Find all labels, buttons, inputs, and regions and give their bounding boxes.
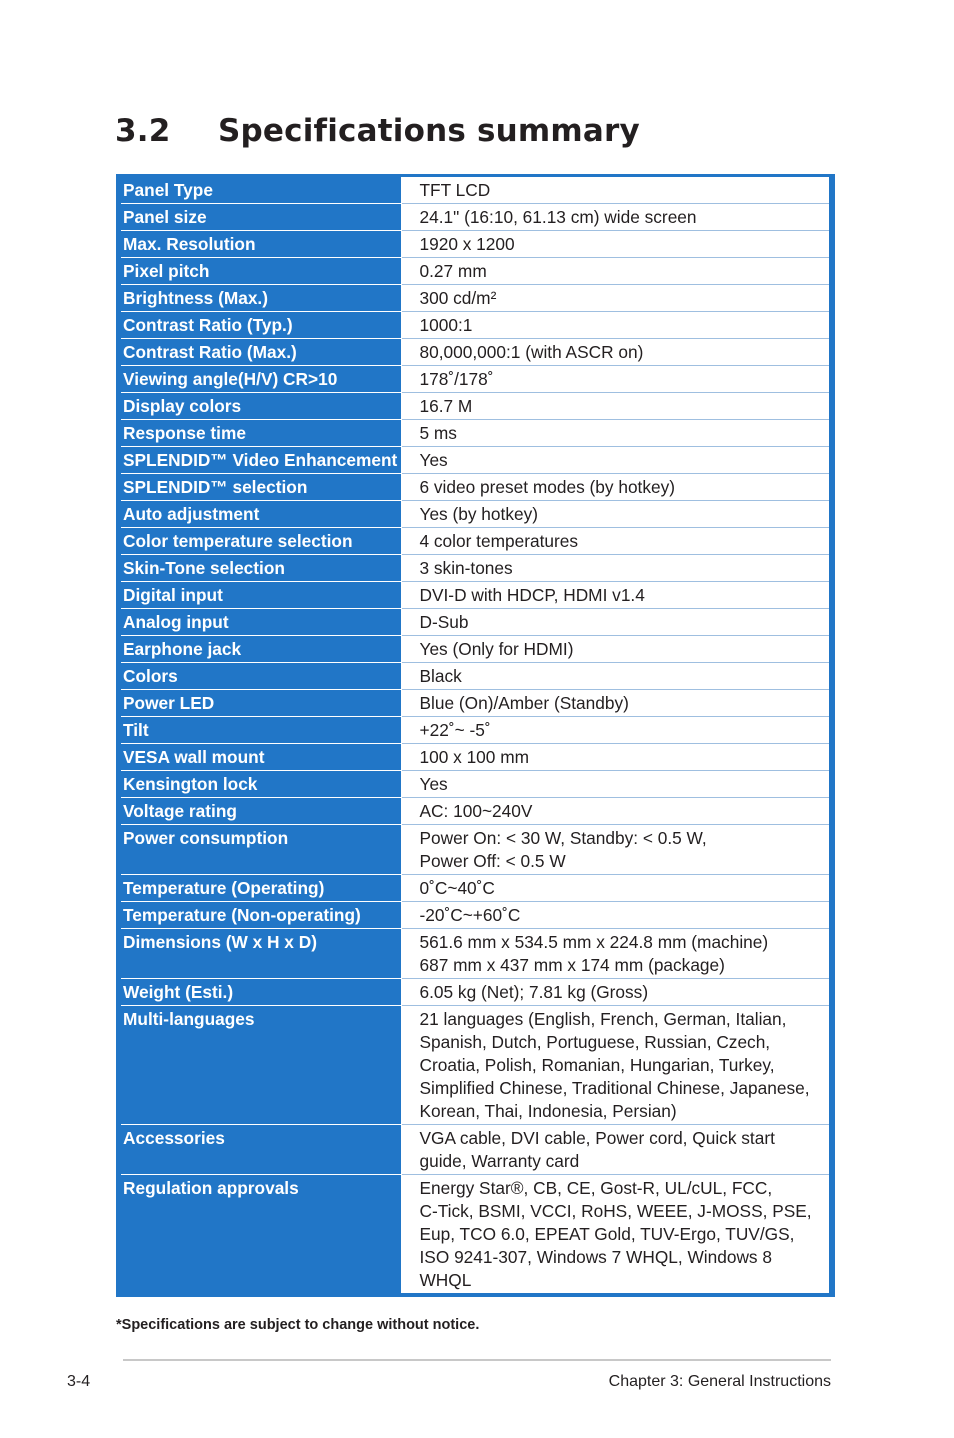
spec-value-line: D-Sub [419,612,469,632]
spec-value [401,582,829,609]
spec-value-line: -20˚C~+60˚C [419,905,521,925]
spec-value-line: 561.6 mm x 534.5 mm x 224.8 mm (machine) [419,932,769,952]
spec-value-line: Simplified Chinese, Traditional Chinese, Japanese, [419,1078,810,1098]
spec-label: Max. Resolution [121,231,401,258]
table-row [121,285,829,312]
spec-label: Kensington lock [121,771,401,798]
table-row [121,744,829,771]
table-row [121,312,829,339]
chapter-label: Chapter 3: General Instructions [608,1373,831,1390]
spec-value-line: 100 x 100 mm [419,747,530,767]
spec-value-line: Blue (On)/Amber (Standby) [419,693,629,713]
spec-value [401,528,829,555]
spec-value [401,204,829,231]
spec-value-line: Power Off: < 0.5 W [419,851,566,871]
table-row [121,1175,829,1294]
spec-value-line: 300 cd/m² [419,288,497,308]
spec-value [401,1006,829,1125]
spec-value-line: guide, Warranty card [419,1151,580,1171]
spec-value-line: 21 languages (English, French, German, Italian, [419,1009,787,1029]
spec-value [401,929,829,979]
spec-value-line: 4 color temperatures [419,531,578,551]
section-title: Specifications summary [218,113,640,149]
spec-value-line: Black [419,666,462,686]
spec-label: Contrast Ratio (Max.) [121,339,401,366]
specifications-table-frame [116,174,835,1297]
table-row [121,1125,829,1175]
spec-value [401,875,829,902]
spec-value-line: +22˚~ -5˚ [419,720,491,740]
spec-label: Earphone jack [121,636,401,663]
table-row [121,663,829,690]
spec-label: Dimensions (W x H x D) [121,929,401,979]
spec-value [401,1175,829,1294]
table-row [121,1006,829,1125]
spec-label: Voltage rating [121,798,401,825]
spec-value [401,258,829,285]
spec-value-line: 6 video preset modes (by hotkey) [419,477,676,497]
spec-value [401,339,829,366]
table-row [121,447,829,474]
spec-value [401,663,829,690]
spec-label: Response time [121,420,401,447]
footnote: *Specifications are subject to change without notice. [116,1317,480,1333]
spec-label: Panel Type [121,177,401,204]
spec-label: Color temperature selection [121,528,401,555]
table-row [121,177,829,204]
spec-value [401,231,829,258]
table-row [121,798,829,825]
spec-value-line: AC: 100~240V [419,801,533,821]
spec-label: Weight (Esti.) [121,979,401,1006]
table-row [121,582,829,609]
spec-value-line: Yes (by hotkey) [419,504,538,524]
spec-label: SPLENDID™ selection [121,474,401,501]
spec-value-line: C-Tick, BSMI, VCCI, RoHS, WEEE, J-MOSS, PSE, [419,1201,812,1221]
spec-value-line: Spanish, Dutch, Portuguese, Russian, Czech, [419,1032,771,1052]
spec-label: Power LED [121,690,401,717]
section-number: 3.2 [115,113,171,149]
spec-value [401,690,829,717]
spec-value-line: Yes [419,450,448,470]
spec-value-line: Power On: < 30 W, Standby: < 0.5 W, [419,828,707,848]
spec-value-line: 80,000,000:1 (with ASCR on) [419,342,644,362]
table-row [121,366,829,393]
spec-label: Analog input [121,609,401,636]
table-row [121,528,829,555]
spec-value [401,555,829,582]
table-row [121,690,829,717]
spec-value-line: Energy Star®, CB, CE, Gost-R, UL/cUL, FCC, [419,1178,773,1198]
table-row [121,555,829,582]
spec-value [401,609,829,636]
spec-value-line: 1000:1 [419,315,473,335]
spec-value [401,420,829,447]
spec-label: Tilt [121,717,401,744]
spec-value-line: 1920 x 1200 [419,234,515,254]
spec-value [401,798,829,825]
spec-value [401,825,829,875]
spec-label: Temperature (Operating) [121,875,401,902]
spec-value-line: WHQL [419,1270,472,1290]
spec-label: Contrast Ratio (Typ.) [121,312,401,339]
table-row [121,771,829,798]
spec-value-line: Yes (Only for HDMI) [419,639,574,659]
table-row [121,902,829,929]
table-row [121,339,829,366]
spec-label: Digital input [121,582,401,609]
spec-value [401,366,829,393]
table-row [121,636,829,663]
spec-value [401,474,829,501]
spec-value-line: VGA cable, DVI cable, Power cord, Quick start [419,1128,775,1148]
spec-value-line: 3 skin-tones [419,558,513,578]
spec-label: Accessories [121,1125,401,1175]
spec-value [401,744,829,771]
specifications-table-body [121,177,829,1293]
spec-value [401,312,829,339]
spec-value [401,177,829,204]
spec-value-line: Yes [419,774,448,794]
spec-label: Brightness (Max.) [121,285,401,312]
table-row [121,717,829,744]
spec-value-line: 0.27 mm [419,261,487,281]
spec-value-line: 24.1" (16:10, 61.13 cm) wide screen [419,207,697,227]
spec-label: Auto adjustment [121,501,401,528]
table-row [121,474,829,501]
spec-label: Skin-Tone selection [121,555,401,582]
spec-value [401,1125,829,1175]
table-row [121,258,829,285]
table-row [121,204,829,231]
table-row [121,501,829,528]
spec-value-line: 0˚C~40˚C [419,878,495,898]
table-row [121,420,829,447]
spec-value [401,979,829,1006]
spec-value-line: Korean, Thai, Indonesia, Persian) [419,1101,677,1121]
spec-value-line: 178˚/178˚ [419,369,494,389]
spec-value-line: DVI-D with HDCP, HDMI v1.4 [419,585,645,605]
table-row [121,231,829,258]
page-title [115,113,640,149]
spec-label: Colors [121,663,401,690]
spec-value-line: Eup, TCO 6.0, EPEAT Gold, TUV-Ergo, TUV/GS, [419,1224,795,1244]
spec-label: Panel size [121,204,401,231]
spec-value-line: Croatia, Polish, Romanian, Hungarian, Turkey, [419,1055,775,1075]
spec-label: Power consumption [121,825,401,875]
spec-value [401,636,829,663]
spec-value [401,717,829,744]
spec-value-line: 5 ms [419,423,457,443]
spec-label: VESA wall mount [121,744,401,771]
table-row [121,929,829,979]
spec-value-line: TFT LCD [419,180,491,200]
table-row [121,875,829,902]
spec-value-line: 6.05 kg (Net); 7.81 kg (Gross) [419,982,649,1002]
spec-label: Temperature (Non-operating) [121,902,401,929]
table-row [121,825,829,875]
table-row [121,393,829,420]
spec-value [401,771,829,798]
spec-value [401,447,829,474]
table-row [121,609,829,636]
specifications-table [121,177,829,1293]
page-number: 3-4 [67,1373,91,1390]
spec-value-line: 16.7 M [419,396,473,416]
spec-label: Multi-languages [121,1006,401,1125]
footer-divider [123,1359,831,1361]
table-row [121,979,829,1006]
spec-value [401,501,829,528]
spec-label: Pixel pitch [121,258,401,285]
spec-value-line: 687 mm x 437 mm x 174 mm (package) [419,955,725,975]
spec-value [401,393,829,420]
spec-value-line: ISO 9241-307, Windows 7 WHQL, Windows 8 [419,1247,772,1267]
spec-label: Display colors [121,393,401,420]
spec-value [401,285,829,312]
spec-label: SPLENDID™ Video Enhancement [121,447,401,474]
spec-label: Regulation approvals [121,1175,401,1294]
spec-value [401,902,829,929]
spec-label: Viewing angle(H/V) CR>10 [121,366,401,393]
